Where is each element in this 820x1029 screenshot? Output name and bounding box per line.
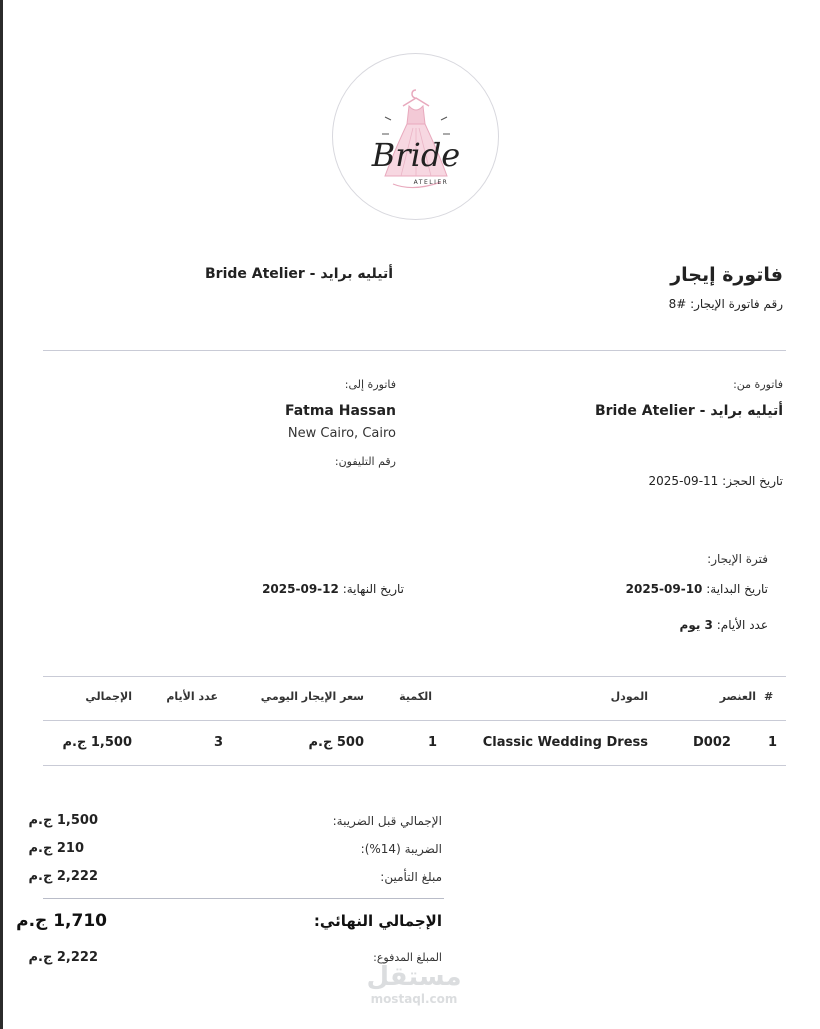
dress-logo-icon xyxy=(333,54,500,221)
cell-qty: 1 xyxy=(428,735,438,750)
mostaql-watermark xyxy=(359,962,469,1012)
booking-date-row xyxy=(649,474,783,488)
period-days-label: عدد الأيام: xyxy=(716,618,768,632)
col-header-total: الإجمالي xyxy=(85,690,132,703)
to-address: New Cairo, Cairo xyxy=(287,426,396,441)
cell-total: 1,500 ج.م xyxy=(62,735,132,750)
period-end-label: تاريخ النهاية: xyxy=(342,582,404,596)
cell-num: 1 xyxy=(768,735,778,750)
col-header-num: # xyxy=(764,690,774,703)
subtotal-value: 1,500 ج.م xyxy=(28,813,98,828)
paid-value: 2,222 ج.م xyxy=(28,950,98,965)
summary-divider xyxy=(43,898,444,899)
grand-total-label: الإجمالي النهائي: xyxy=(313,912,442,930)
paid-label: المبلغ المدفوع: xyxy=(373,951,442,964)
cell-item: D002 xyxy=(693,735,731,750)
col-header-days: عدد الأيام xyxy=(166,690,218,703)
from-label: فاتورة من: xyxy=(733,378,783,391)
booking-date-value: 11-09-2025 xyxy=(648,474,719,488)
tax-value: 210 ج.م xyxy=(28,841,84,856)
subtotal-label: الإجمالي قبل الضريبة: xyxy=(332,814,442,828)
table-header-rule xyxy=(43,720,786,721)
period-days-value: 3 يوم xyxy=(679,618,713,632)
header-divider xyxy=(43,350,786,351)
col-header-price: سعر الإيجار اليومي xyxy=(260,690,364,703)
booking-date-label: تاريخ الحجز: xyxy=(722,474,783,488)
invoice-title: فاتورة إيجار xyxy=(670,264,783,286)
table-top-rule xyxy=(43,676,786,677)
cell-price: 500 ج.م xyxy=(308,735,364,750)
from-name: أتيليه برايد - Bride Atelier xyxy=(594,403,783,419)
watermark-arabic: مستقل xyxy=(366,962,462,992)
col-header-model: المودل xyxy=(610,690,648,703)
logo-sub-text: ATELIER xyxy=(413,179,449,186)
logo-brand-text: Bride xyxy=(371,136,461,174)
period-end-row xyxy=(262,582,404,596)
to-label: فاتورة إلى: xyxy=(344,378,396,391)
period-start-label: تاريخ البداية: xyxy=(706,582,768,596)
period-start-row xyxy=(626,582,768,596)
cell-days: 3 xyxy=(214,735,224,750)
period-days-row xyxy=(680,618,768,632)
to-phone-label: رقم التليفون: xyxy=(334,455,396,468)
deposit-value: 2,222 ج.م xyxy=(28,869,98,884)
col-header-item: العنصر xyxy=(719,690,756,703)
period-start-value: 10-09-2025 xyxy=(625,582,703,596)
period-label: فترة الإيجار: xyxy=(707,552,768,566)
deposit-label: مبلغ التأمين: xyxy=(380,870,442,884)
invoice-number: رقم فاتورة الإيجار: #8 xyxy=(668,297,783,311)
grand-total-value: 1,710 ج.م xyxy=(16,911,107,931)
shop-name: أتيليه برايد - Bride Atelier xyxy=(205,266,394,282)
period-end-value: 12-09-2025 xyxy=(262,582,339,596)
cell-model: Classic Wedding Dress xyxy=(482,735,648,750)
table-bottom-rule xyxy=(43,765,786,766)
watermark-latin: mostaql.com xyxy=(370,992,458,1006)
tax-label: الضريبة (14%): xyxy=(360,842,442,856)
to-name: Fatma Hassan xyxy=(284,403,396,419)
col-header-qty: الكمية xyxy=(399,690,432,703)
brand-logo xyxy=(332,53,499,220)
